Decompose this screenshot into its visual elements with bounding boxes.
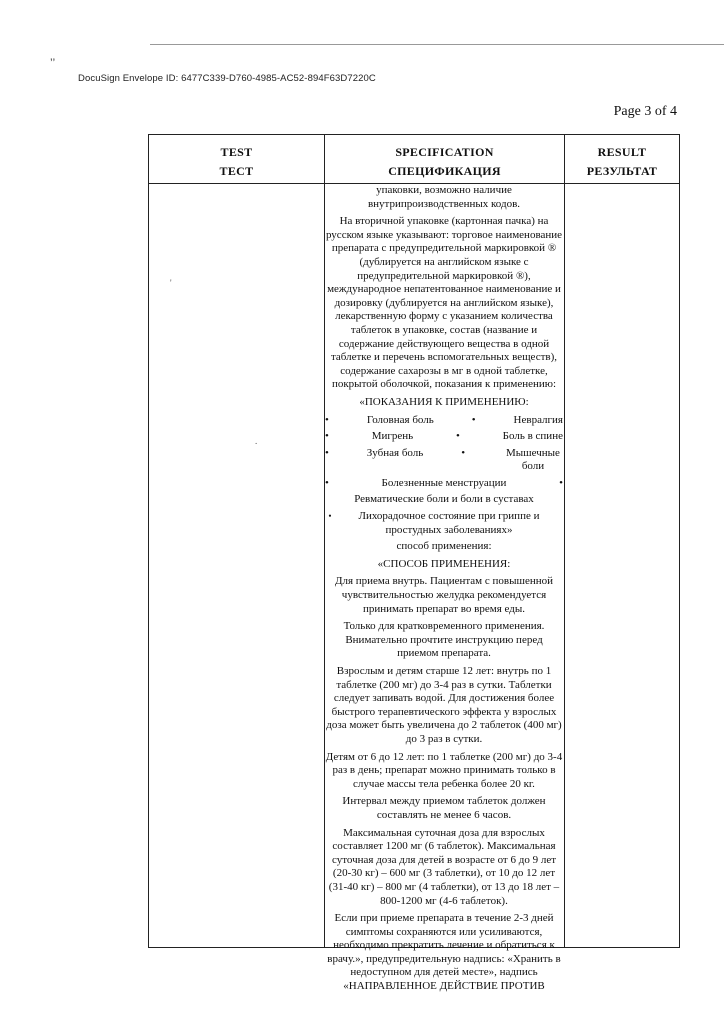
indication-item: Боль в спине (502, 430, 563, 443)
indication-item: Мышечные боли (506, 446, 560, 473)
spec-paragraph: Взрослым и детям старше 12 лет: внутрь по 1 таблетке (200 мг) до 3-4 раз в сутки. Таблетки следует запивать водой. Для достижения более быстрого терапевтического эффекта у взрослых доза может быть увеличена до 2 таблеток (400 мг) до 3 раз в сутки. (326, 665, 562, 745)
bullet-icon: • (471, 413, 476, 426)
indication-item: Ревматические боли и боли в суставах (354, 493, 534, 506)
header-result-en: RESULT (597, 145, 647, 159)
specification-table (148, 134, 680, 993)
bullet-icon: • (325, 430, 329, 443)
header-specification (325, 143, 564, 181)
indication-row (325, 510, 563, 537)
bullet-icon: • (325, 476, 329, 489)
indication-item: Невралгия (513, 413, 563, 426)
bullet-icon: • (455, 430, 460, 443)
bullet-icon: • (328, 511, 332, 522)
header-test-en: TEST (220, 145, 253, 159)
header-spec-en: SPECIFICATION (395, 145, 494, 159)
indication-item: Зубная боль (366, 446, 424, 459)
spec-paragraph: способ применения: (396, 540, 492, 553)
spec-paragraph: Для приема внутрь. Пациентам с повышенной чувствительностью желудка рекомендуется принимать препарат во время еды. (334, 575, 554, 615)
spec-paragraph: Только для кратковременного применения. Внимательно прочтите инструкцию перед приемом препарата. (343, 620, 545, 660)
indication-item: Болезненные менструации (381, 476, 507, 489)
scan-mark: ’’ (50, 56, 56, 70)
header-test-ru: ТЕСТ (219, 164, 254, 178)
indication-row (325, 430, 563, 444)
spec-paragraph: Максимальная суточная доза для взрослых составляет 1200 мг (6 таблеток). Максимальная суточная доза для детей в возрасте от 6 до 9 лет (20-30 кг) – 600 мг (3 таблетки), от 10 до 12 лет (31-40 кг) – 800 мг (4 таблетки), от 13 до 18 лет – 800-1200 мг (4-6 таблеток). (328, 826, 560, 907)
spec-paragraph: «ПОКАЗАНИЯ К ПРИМЕНЕНИЮ: (359, 395, 529, 408)
scan-speck: ' (170, 278, 172, 288)
top-scan-line (150, 44, 724, 45)
bullet-icon: • (559, 476, 563, 489)
header-test (149, 143, 324, 181)
bullet-icon: • (325, 446, 329, 459)
indication-item: Мигрень (371, 430, 414, 443)
header-result-ru: РЕЗУЛЬТАТ (586, 164, 658, 178)
page-number: Page 3 of 4 (613, 104, 677, 119)
bullet-icon: • (325, 413, 329, 426)
indication-row (325, 447, 563, 474)
bullet-icon: • (461, 446, 466, 459)
spec-paragraph: упаковки, возможно наличие внутрипроизводственных кодов. (367, 184, 521, 210)
specification-cell (325, 184, 563, 993)
header-result (565, 143, 679, 181)
indication-row (325, 414, 563, 428)
spec-paragraph: Интервал между приемом таблеток должен составлять не менее 6 часов. (342, 795, 546, 821)
header-spec-ru: СПЕЦИФИКАЦИЯ (388, 164, 501, 178)
spec-paragraph: Если при приеме препарата в течение 2-3 дней симптомы сохраняются или усиливаются, необходимо прекратить лечение и обратиться к врачу.», предупредительную надпись: «Хранить в недоступном для детей месте», надпись «НАПРАВЛЕННОЕ ДЕЙСТВИЕ ПРОТИВ (327, 912, 561, 993)
scan-speck: . (255, 436, 258, 446)
indication-item: Головная боль (366, 413, 434, 426)
spec-paragraph: «СПОСОБ ПРИМЕНЕНИЯ: (377, 557, 511, 570)
spec-paragraph: Детям от 6 до 12 лет: по 1 таблетке (200 мг) до 3-4 раз в день; препарат можно принимать только в случае массы тела ребенка более 20 кг. (325, 750, 563, 790)
docusign-envelope-id: DocuSign Envelope ID: 6477C339-D760-4985-AC52-894F63D7220C (78, 73, 376, 84)
indication-row (325, 477, 563, 491)
column-divider (564, 135, 565, 947)
indication-item: Лихорадочное состояние при гриппе и простудных заболеваниях» (358, 510, 540, 536)
indication-row (325, 493, 563, 507)
spec-paragraph: На вторичной упаковке (картонная пачка) на русском языке указывают: торговое наименование препарата с предупредительной маркировкой ® (дублируется на английском языке с предупредительной маркировкой ®), международное непатентованное наименование и дозировку (дублируется на английском языке), лекарственную форму с указанием количества таблеток в упаковке, состав (название и содержание действующего вещества в одной таблетке и перечень вспомогательных веществ), содержание сахарозы в мг в одной таблетке, покрытой оболочкой, показания к применению: (325, 215, 563, 391)
